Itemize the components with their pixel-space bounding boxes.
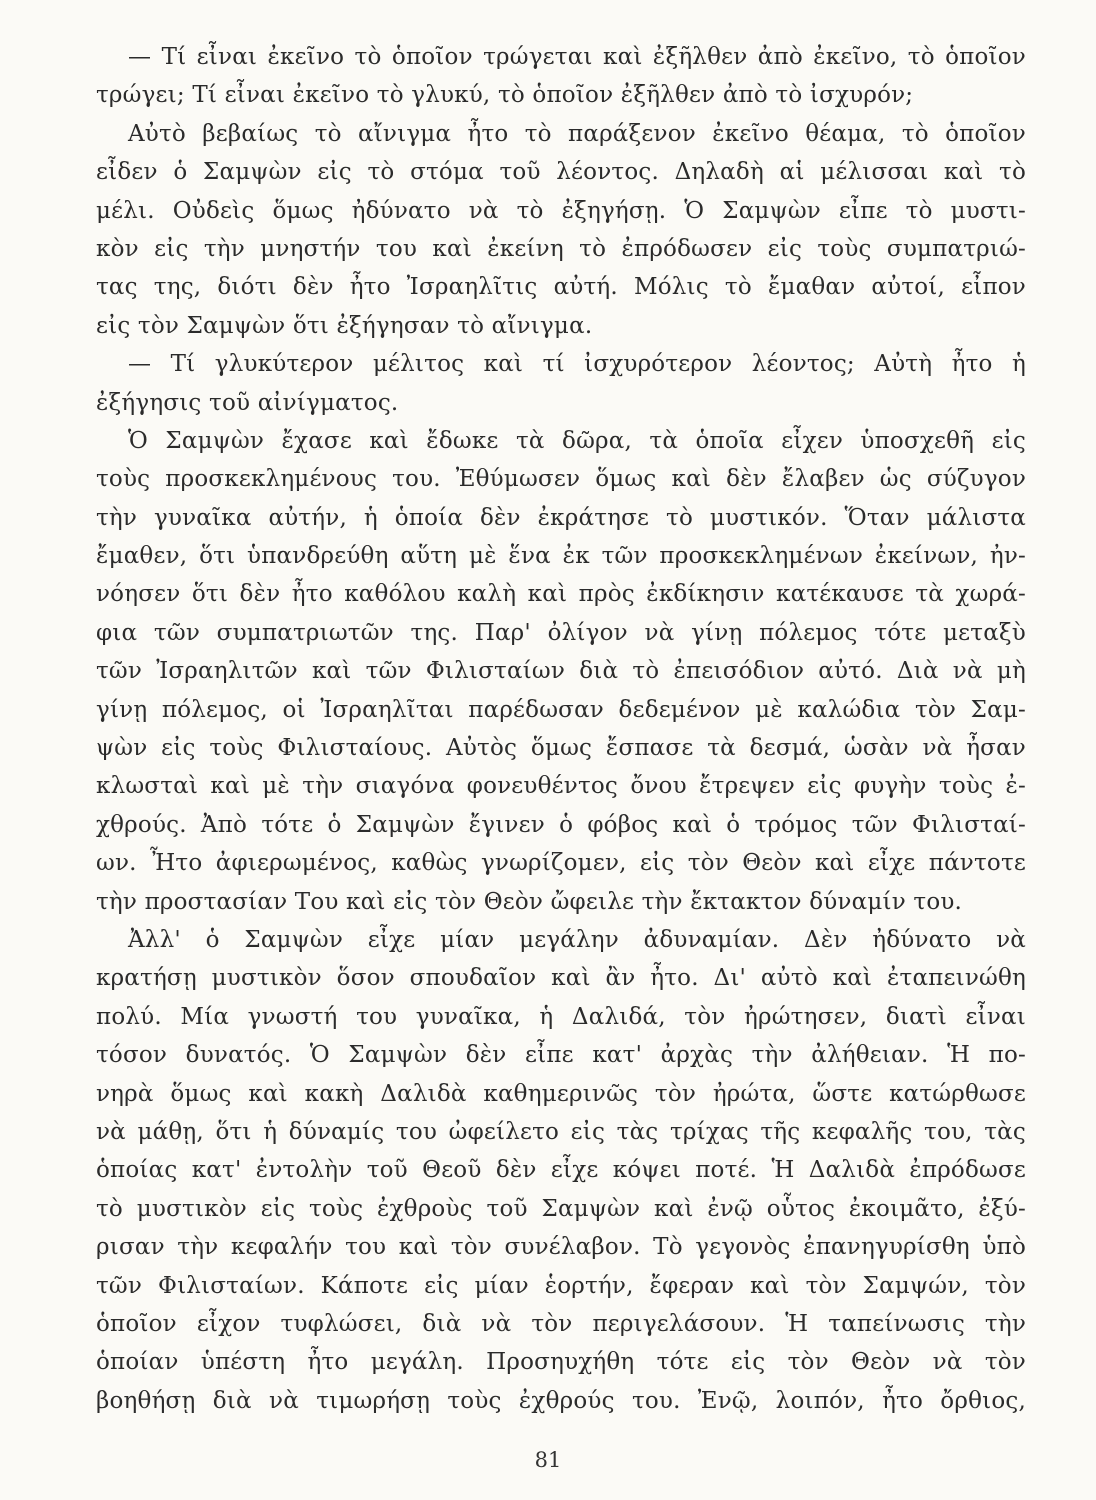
paragraph-riddle-answer <box>96 345 1026 422</box>
paragraph-riddle-question <box>96 38 1026 115</box>
text-line: τρώγει; Τί εἶναι ἐκεῖνο τὸ γλυκύ, τὸ ὁποῖον ἐξῆλθεν ἀπὸ τὸ ἰσχυρόν; <box>96 82 914 109</box>
text-line: γίνῃ πόλεμος, οἱ Ἰσραηλῖται παρέδωσαν δεδεμένον μὲ καλώδια τὸν Σαμ- <box>96 696 1026 723</box>
text-line: εἰς τὸν Σαμψὼν ὅτι ἐξήγησαν τὸ αἴνιγμα. <box>96 312 593 339</box>
text-line: κρατήσῃ μυστικὸν ὅσον σπουδαῖον καὶ ἂν ἦτο. Δι' αὐτὸ καὶ ἐταπεινώθη <box>96 965 1026 992</box>
text-line: τόσον δυνατός. Ὁ Σαμψὼν δὲν εἶπε κατ' ἀρχὰς τὴν ἀλήθειαν. Ἡ πο- <box>96 1042 1026 1069</box>
text-line: τὴν γυναῖκα αὐτήν, ἡ ὁποία δὲν ἐκράτησε τὸ μυστικόν. Ὅταν μάλιστα <box>96 504 1026 531</box>
text-line: Ὁ Σαμψὼν ἔχασε καὶ ἔδωκε τὰ δῶρα, τὰ ὁποῖα εἶχεν ὑποσχεθῆ εἰς <box>128 427 1026 454</box>
text-line: τὴν προστασίαν Του καὶ εἰς τὸν Θεὸν ὤφειλε τὴν ἔκτακτον δύναμίν του. <box>96 888 963 915</box>
document-page <box>96 38 1026 1448</box>
text-line: ὁποίας κατ' ἐντολὴν τοῦ Θεοῦ δὲν εἶχε κόψει ποτέ. Ἡ Δαλιδὰ ἐπρόδωσε <box>96 1157 1026 1184</box>
text-line: εἶδεν ὁ Σαμψὼν εἰς τὸ στόμα τοῦ λέοντος. Δηλαδὴ αἱ μέλισσαι καὶ τὸ <box>96 159 1026 186</box>
text-line: — Τί γλυκύτερον μέλιτος καὶ τί ἰσχυρότερον λέοντος; Αὐτὴ ἦτο ἡ <box>128 351 1026 378</box>
text-line: Ἀλλ' ὁ Σαμψὼν εἶχε μίαν μεγάλην ἀδυναμίαν. Δὲν ἠδύνατο νὰ <box>128 926 1026 953</box>
text-line: μέλι. Οὐδεὶς ὅμως ἠδύνατο νὰ τὸ ἐξηγήσῃ. Ὁ Σαμψὼν εἶπε τὸ μυστι- <box>96 197 1026 224</box>
text-line: — Τί εἶναι ἐκεῖνο τὸ ὁποῖον τρώγεται καὶ ἐξῆλθεν ἀπὸ ἐκεῖνο, τὸ ὁποῖον <box>128 44 1026 70</box>
text-line: τὸ μυστικὸν εἰς τοὺς ἐχθροὺς τοῦ Σαμψὼν καὶ ἐνῷ οὗτος ἐκοιμᾶτο, ἐξύ- <box>96 1195 1026 1222</box>
text-line: ων. Ἦτο ἀφιερωμένος, καθὼς γνωρίζομεν, εἰς τὸν Θεὸν καὶ εἶχε πάντοτε <box>96 850 1026 877</box>
text-line: νόησεν ὅτι δὲν ἦτο καθόλου καλὴ καὶ πρὸς ἐκδίκησιν κατέκαυσε τὰ χωρά- <box>96 581 1026 608</box>
text-line: ρισαν τὴν κεφαλήν του καὶ τὸν συνέλαβον. Τὸ γεγονὸς ἐπανηγυρίσθη ὑπὸ <box>96 1234 1026 1261</box>
text-line: ἐξήγησις τοῦ αἰνίγματος. <box>96 389 399 416</box>
text-line: Αὐτὸ βεβαίως τὸ αἴνιγμα ἦτο τὸ παράξενον ἐκεῖνο θέαμα, τὸ ὁποῖον <box>128 120 1026 147</box>
text-line: χθρούς. Ἀπὸ τότε ὁ Σαμψὼν ἔγινεν ὁ φόβος καὶ ὁ τρόμος τῶν Φιλισταί- <box>96 811 1026 838</box>
text-line: πολύ. Μία γνωστή του γυναῖκα, ἡ Δαλιδά, τὸν ἠρώτησεν, διατὶ εἶναι <box>96 1003 1026 1030</box>
text-line: τῶν Ἰσραηλιτῶν καὶ τῶν Φιλισταίων διὰ τὸ ἐπεισόδιον αὐτό. Διὰ νὰ μὴ <box>96 658 1026 685</box>
paragraph-samson-lost <box>96 422 1026 921</box>
paragraph-samson-weakness <box>96 921 1026 1420</box>
text-line: νὰ μάθῃ, ὅτι ἡ δύναμίς του ὠφείλετο εἰς τὰς τρίχας τῆς κεφαλῆς του, τὰς <box>96 1118 1026 1145</box>
text-line: τας της, διότι δὲν ἦτο Ἰσραηλῖτις αὐτή. Μόλις τὸ ἔμαθαν αὐτοί, εἶπον <box>96 274 1026 301</box>
paragraph-riddle-explanation <box>96 115 1026 345</box>
text-line: ἔμαθεν, ὅτι ὑπανδρεύθη αὕτη μὲ ἕνα ἐκ τῶν προσκεκλημένων ἐκείνων, ἠν- <box>96 543 1026 570</box>
page-number: 81 <box>534 1448 562 1472</box>
text-line: κλωσταὶ καὶ μὲ τὴν σιαγόνα φονευθέντος ὄνου ἔτρεψεν εἰς φυγὴν τοὺς ἐ- <box>96 773 1026 800</box>
text-line: φια τῶν συμπατριωτῶν της. Παρ' ὀλίγον νὰ γίνῃ πόλεμος τότε μεταξὺ <box>96 619 1026 646</box>
text-line: κὸν εἰς τὴν μνηστήν του καὶ ἐκείνη τὸ ἐπρόδωσεν εἰς τοὺς συμπατριώ- <box>96 235 1026 262</box>
text-line: τοὺς προσκεκλημένους του. Ἐθύμωσεν ὅμως καὶ δὲν ἔλαβεν ὡς σύζυγον <box>96 466 1026 493</box>
text-line: ὁποίαν ὑπέστη ἦτο μεγάλη. Προσηυχήθη τότε εἰς τὸν Θεὸν νὰ τὸν <box>96 1349 1026 1376</box>
text-line: βοηθήσῃ διὰ νὰ τιμωρήσῃ τοὺς ἐχθρούς του. Ἐνῷ, λοιπόν, ἦτο ὄρθιος, <box>96 1387 1026 1414</box>
text-line: ψὼν εἰς τοὺς Φιλισταίους. Αὐτὸς ὅμως ἔσπασε τὰ δεσμά, ὡσὰν νὰ ἦσαν <box>96 735 1026 762</box>
text-line: νηρὰ ὅμως καὶ κακὴ Δαλιδὰ καθημερινῶς τὸν ἠρώτα, ὥστε κατώρθωσε <box>96 1080 1026 1107</box>
text-line: τῶν Φιλισταίων. Κάποτε εἰς μίαν ἑορτήν, ἔφεραν καὶ τὸν Σαμψών, τὸν <box>96 1272 1026 1299</box>
text-line: ὁποῖον εἶχον τυφλώσει, διὰ νὰ τὸν περιγελάσουν. Ἡ ταπείνωσις τὴν <box>96 1310 1026 1337</box>
